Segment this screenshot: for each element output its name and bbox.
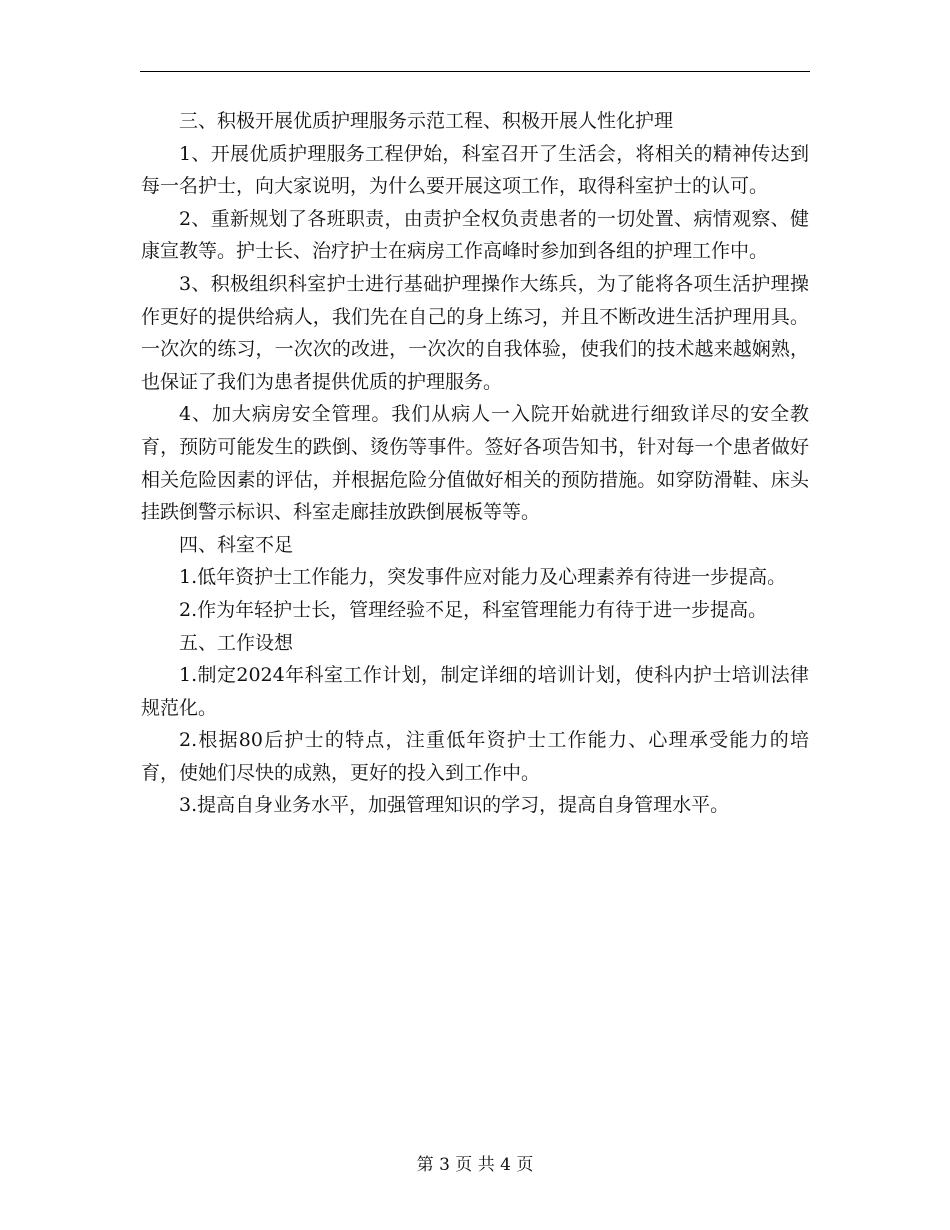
- paragraph: 3、积极组织科室护士进行基础护理操作大练兵，为了能将各项生活护理操作更好的提供给病人，我们先在自己的身上练习，并且不断改进生活护理用具。一次次的练习，一次次的改进，一次次的自我体验，使我们的技术越来越娴熟，也保证了我们为患者提供优质的护理服务。: [141, 272, 809, 393]
- header-rule: [140, 71, 810, 72]
- paragraph: 2.根据80后护士的特点，注重低年资护士工作能力、心理承受能力的培育，使她们尽快的成熟，更好的投入到工作中。: [141, 729, 809, 784]
- paragraph: 4、加大病房安全管理。我们从病人一入院开始就进行细致详尽的安全教育，预防可能发生的跌倒、烫伤等事件。签好各项告知书，针对每一个患者做好相关危险因素的评估，并根据危险分值做好相关的预防措施。如穿防滑鞋、床头挂跌倒警示标识、科室走廊挂放跌倒展板等等。: [141, 403, 809, 524]
- section-heading-4: 四、科室不足: [179, 533, 294, 556]
- section-heading-3: 三、积极开展优质护理服务示范工程、积极开展人性化护理: [179, 110, 674, 132]
- paragraph: 2、重新规划了各班职责，由责护全权负责患者的一切处置、病情观察、健康宣教等。护士长、治疗护士在病房工作高峰时参加到各组的护理工作中。: [141, 207, 809, 263]
- document-body: [141, 105, 809, 822]
- paragraph: 2.作为年轻护士长，管理经验不足，科室管理能力有待于进一步提高。: [179, 598, 768, 621]
- paragraph: 1.制定2024年科室工作计划，制定详细的培训计划，使科内护士培训法律规范化。: [141, 664, 809, 719]
- page-number: 第 3 页 共 4 页: [416, 1155, 534, 1175]
- paragraph: 3.提高自身业务水平，加强管理知识的学习，提高自身管理水平。: [179, 794, 730, 817]
- section-heading-5: 五、工作设想: [179, 631, 294, 654]
- paragraph: 1.低年资护士工作能力，突发事件应对能力及心理素养有待进一步提高。: [179, 566, 787, 589]
- paragraph: 1、开展优质护理服务工程伊始，科室召开了生活会，将相关的精神传达到每一名护士，向大家说明，为什么要开展这项工作，取得科室护士的认可。: [141, 142, 809, 198]
